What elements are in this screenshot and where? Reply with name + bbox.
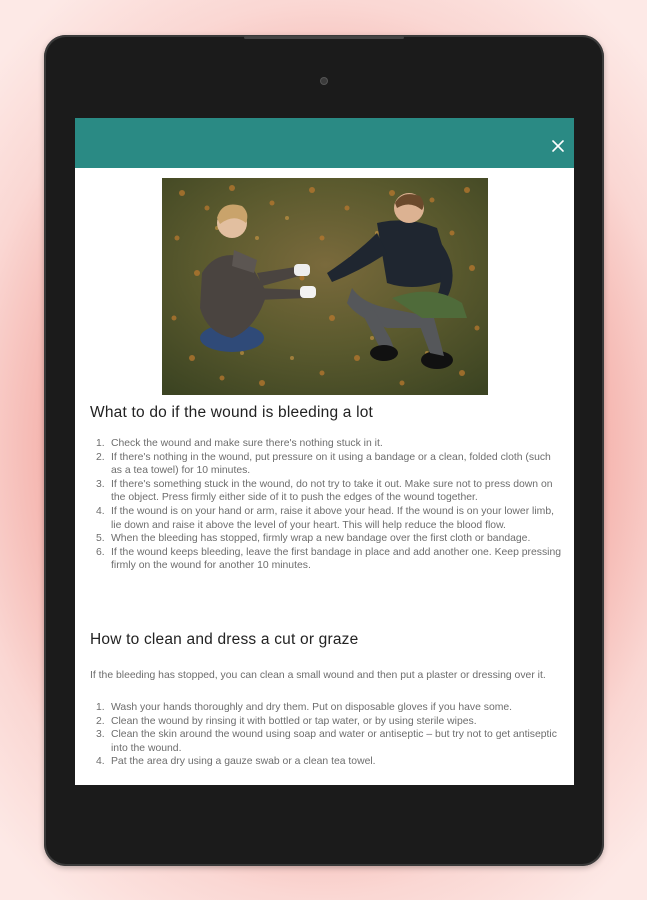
- app-header-bar: [75, 118, 574, 168]
- heading-bleeding: What to do if the wound is bleeding a lot: [90, 404, 374, 421]
- list-item: If there's something stuck in the wound, do not try to take it out. Make sure not to press down on the object. Press firmly either side of it to push the edges of the wound together.: [111, 478, 553, 504]
- clean-intro-text: If the bleeding has stopped, you can clean a small wound and then put a plaster or dressing over it.: [90, 670, 546, 681]
- front-camera-icon: [321, 78, 327, 84]
- list-item: Clean the skin around the wound using soap and water or antiseptic – but try not to get antiseptic into the wound.: [111, 729, 557, 754]
- list-item: Clean the wound by rinsing it with bottled or tap water, or by using sterile wipes.: [111, 715, 477, 727]
- list-item: If there's nothing in the wound, put pressure on it using a bandage or a clean, folded cloth (such as a tea towel) for 10 minutes.: [111, 451, 551, 477]
- list-item: If the wound keeps bleeding, leave the first bandage in place and add another one. Keep pressing firmly on the wound for another 10 minutes.: [111, 546, 562, 572]
- article-content[interactable]: [75, 168, 574, 785]
- heading-clean-dress: How to clean and dress a cut or graze: [90, 631, 359, 648]
- list-item: When the bleeding has stopped, firmly wrap a new bandage over the first cloth or bandage.: [111, 533, 531, 545]
- app-screen: [75, 118, 574, 785]
- close-icon: [550, 138, 566, 154]
- clean-steps-list: [75, 701, 558, 769]
- list-item: Check the wound and make sure there's nothing stuck in it.: [111, 438, 383, 449]
- close-button[interactable]: [550, 138, 566, 154]
- list-item: Pat the area dry using a gauze swab or a clean tea towel.: [111, 756, 376, 768]
- tablet-top-edge: [244, 36, 404, 39]
- list-item: If the wound is on your hand or arm, raise it above your head. If the wound is on your lower limb, lie down and raise it above the level of your heart. This will help reduce the blood flow.: [111, 505, 554, 531]
- list-item: Wash your hands thoroughly and dry them. Put on disposable gloves if you have some.: [111, 702, 513, 713]
- bleeding-steps-list: [75, 437, 563, 573]
- first-aid-photo: [162, 178, 488, 395]
